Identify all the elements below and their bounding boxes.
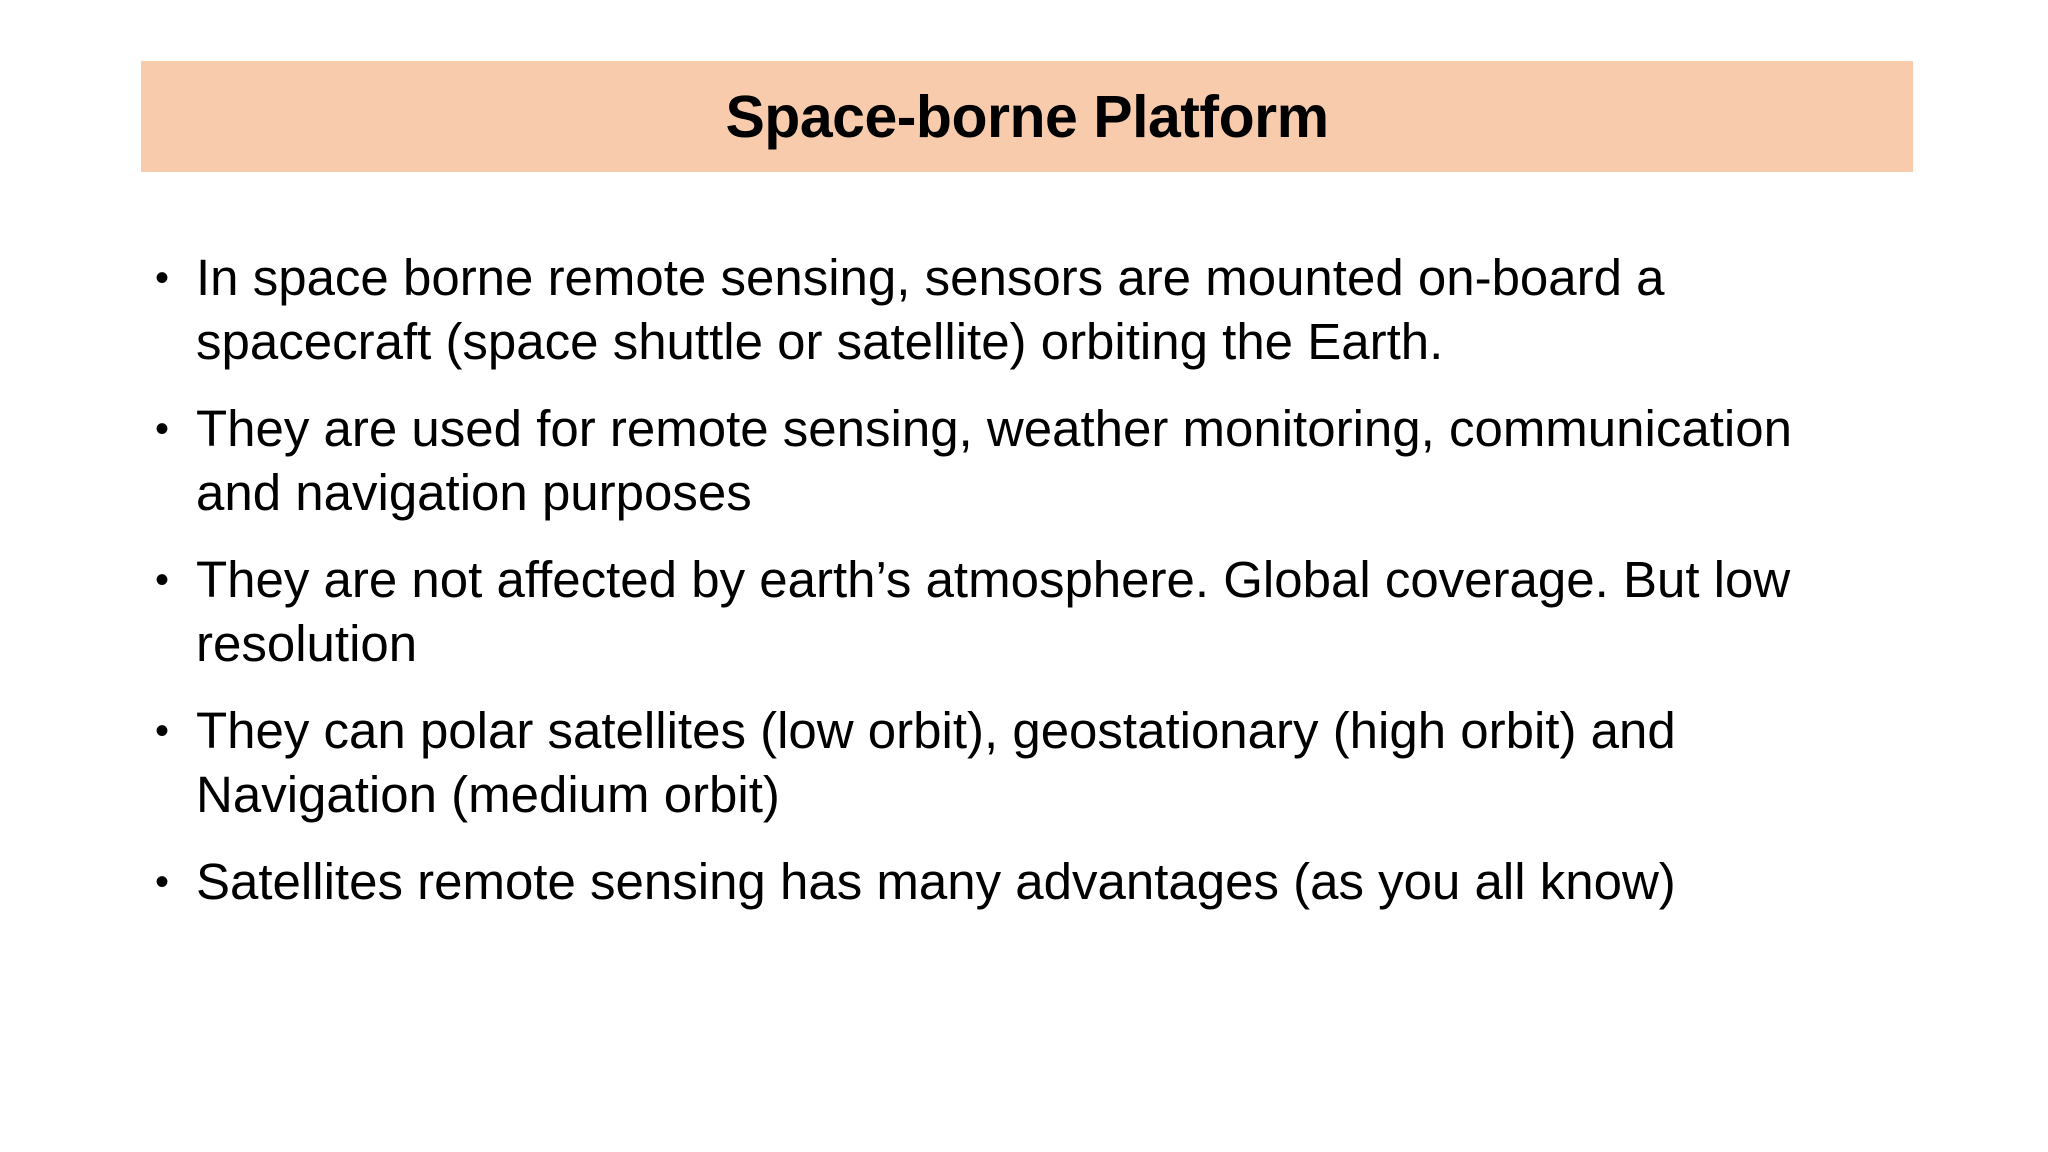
title-bar bbox=[141, 61, 1913, 172]
bullet-icon: • bbox=[155, 558, 170, 602]
bullet-text: In space borne remote sensing, sensors are mounted on-board a spacecraft (space shuttle or satellite) orbiting the Earth. bbox=[196, 249, 1665, 370]
bullet-item bbox=[155, 850, 1875, 914]
slide-title: Space-borne Platform bbox=[725, 83, 1329, 150]
bullet-icon: • bbox=[155, 256, 170, 300]
bullet-list bbox=[155, 246, 1875, 937]
bullet-item bbox=[155, 397, 1875, 525]
bullet-text: Satellites remote sensing has many advantages (as you all know) bbox=[196, 853, 1676, 910]
bullet-item bbox=[155, 246, 1875, 374]
bullet-icon: • bbox=[155, 860, 170, 904]
bullet-text: They are not affected by earth’s atmosphere. Global coverage. But low resolution bbox=[196, 551, 1791, 672]
bullet-item bbox=[155, 548, 1875, 676]
bullet-icon: • bbox=[155, 709, 170, 753]
bullet-text: They can polar satellites (low orbit), geostationary (high orbit) and Navigation (medium orbit) bbox=[196, 702, 1676, 823]
bullet-item bbox=[155, 699, 1875, 827]
bullet-icon: • bbox=[155, 407, 170, 451]
bullet-text: They are used for remote sensing, weather monitoring, communication and navigation purposes bbox=[196, 400, 1792, 521]
